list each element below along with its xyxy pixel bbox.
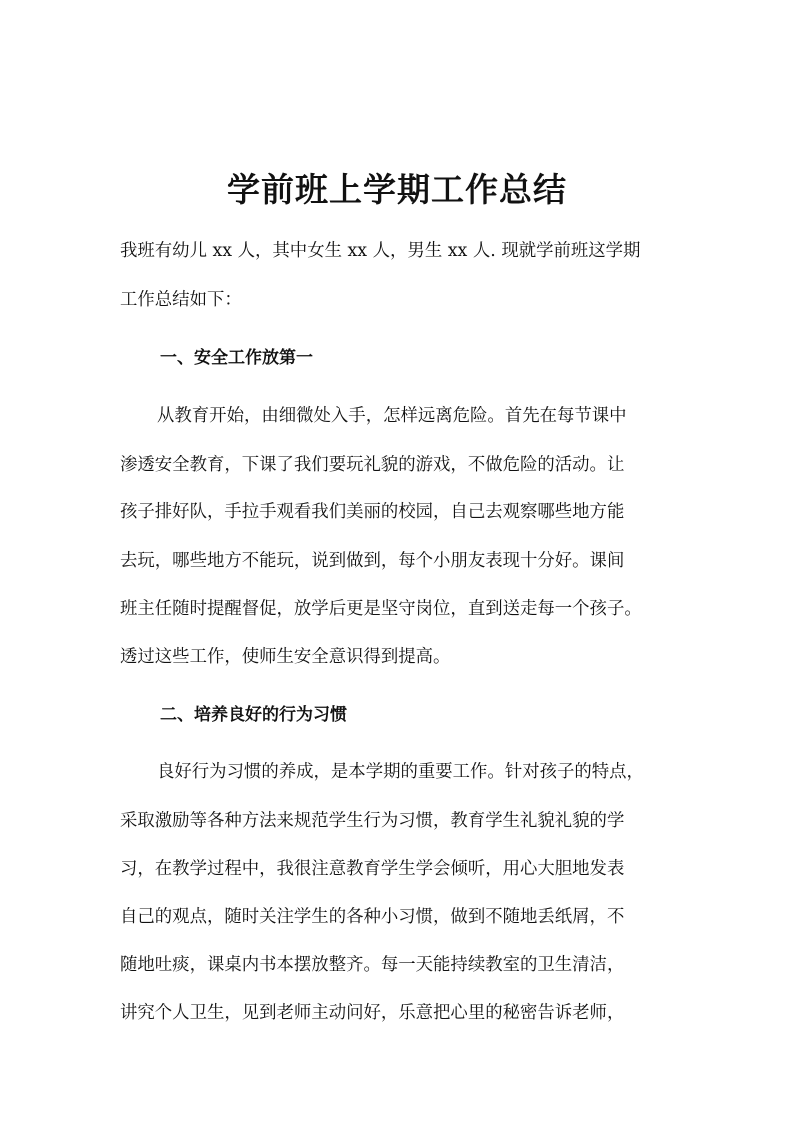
paragraph-line: 透过这些工作，使师生安全意识得到提高。 xyxy=(120,647,451,667)
paragraph-line: 习，在教学过程中，我很注意教育学生学会倾听，用心大胆地发表 xyxy=(120,859,625,879)
paragraph-line: 自己的观点，随时关注学生的各种小习惯，做到不随地丢纸屑，不 xyxy=(120,907,625,927)
paragraph-line: 渗透安全教育，下课了我们要玩礼貌的游戏，不做危险的活动。让 xyxy=(120,455,625,475)
paragraph-line: 我班有幼儿 xx 人，其中女生 xx 人，男生 xx 人. 现就学前班这学期 xyxy=(120,241,641,261)
paragraph-line: 采取激励等各种方法来规范学生行为习惯，教育学生礼貌礼貌的学 xyxy=(120,811,625,831)
paragraph-line: 去玩，哪些地方不能玩，说到做到，每个小朋友表现十分好。课间 xyxy=(120,551,625,571)
paragraph-line: 讲究个人卫生，见到老师主动问好，乐意把心里的秘密告诉老师， xyxy=(120,1003,625,1023)
paragraph-line: 随地吐痰，课桌内书本摆放整齐。每一天能持续教室的卫生清洁， xyxy=(120,955,625,975)
section-heading-safety: 一、安全工作放第一 xyxy=(160,348,313,368)
paragraph-line: 从教育开始，由细微处入手，怎样远离危险。首先在每节课中 xyxy=(157,406,627,426)
paragraph-line: 班主任随时提醒督促，放学后更是坚守岗位，直到送走每一个孩子。 xyxy=(120,599,642,619)
section-heading-habits: 二、培养良好的行为习惯 xyxy=(160,705,347,725)
paragraph-line: 良好行为习惯的养成，是本学期的重要工作。针对孩子的特点， xyxy=(157,762,644,782)
paragraph-line: 孩子排好队，手拉手观看我们美丽的校园，自己去观察哪些地方能 xyxy=(120,502,625,522)
paragraph-line: 工作总结如下： xyxy=(120,290,242,310)
document-title: 学前班上学期工作总结 xyxy=(227,170,567,209)
